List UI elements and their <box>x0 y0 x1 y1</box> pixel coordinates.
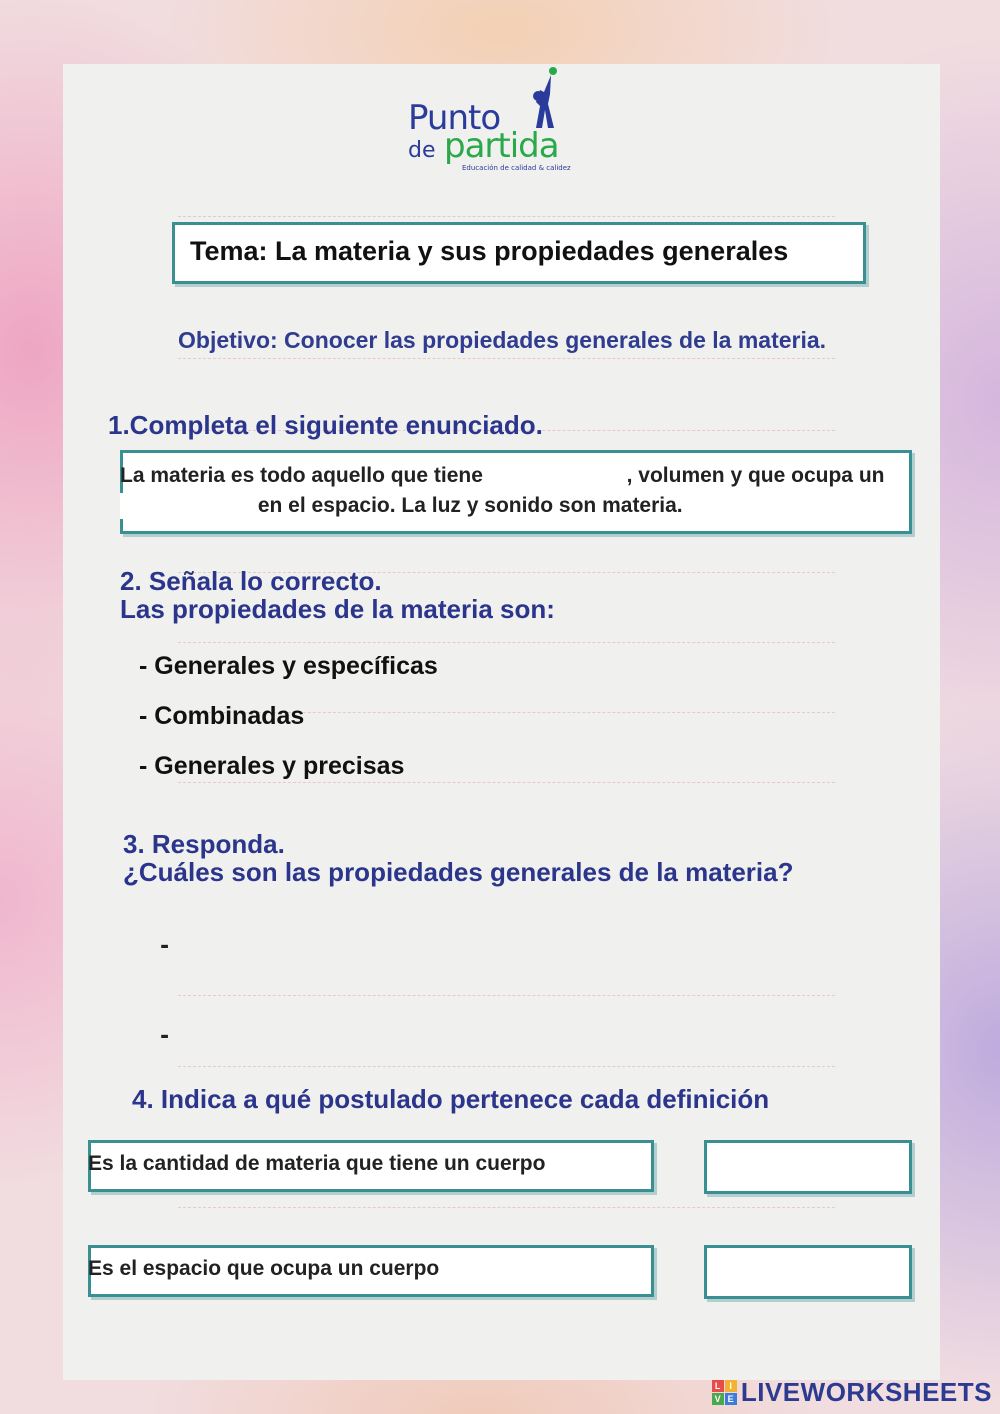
question-3-heading: 3. Responda. <box>123 829 285 859</box>
postulate-answer-input-2[interactable] <box>704 1245 912 1299</box>
badge-letter: I <box>725 1380 737 1392</box>
liveworksheets-logo-icon <box>712 1380 737 1405</box>
question-3-subheading: ¿Cuáles son las propiedades generales de la materia? <box>123 857 794 887</box>
brand-text: LIVEWORKSHEETS <box>740 1377 992 1407</box>
answer-input-1[interactable] <box>180 928 824 966</box>
badge-letter: E <box>725 1393 737 1405</box>
logo <box>408 66 608 176</box>
logo-tagline: Educación de calidad & calidez <box>462 164 571 172</box>
objective-text: Objetivo: Conocer las propiedades generales de la materia. <box>178 327 827 353</box>
question-4-heading: 4. Indica a qué postulado pertenece cada definición <box>132 1084 770 1114</box>
answer-input-2[interactable] <box>180 1018 824 1056</box>
statement-part-3: en el espacio. La luz y sonido son materia. <box>257 494 683 517</box>
statement-part-2: , volumen y que ocupa un <box>626 464 885 487</box>
question-2-heading: 2. Señala lo correcto. <box>120 566 382 596</box>
logo-text-de: de <box>408 138 436 163</box>
definition-text: Es la cantidad de materia que tiene un cuerpo <box>88 1152 546 1175</box>
logo-text-partida: partida <box>444 126 559 166</box>
guide-line <box>178 782 835 783</box>
definition-text: Es el espacio que ocupa un cuerpo <box>88 1257 440 1280</box>
answer-bullet: - <box>160 1024 170 1049</box>
guide-line <box>178 216 835 217</box>
page-title: Tema: La materia y sus propiedades generales <box>190 236 789 266</box>
badge-letter: L <box>712 1380 724 1392</box>
guide-line <box>178 1066 835 1067</box>
guide-line <box>178 1207 835 1208</box>
postulate-answer-input-1[interactable] <box>704 1140 912 1194</box>
option-generales-precisas[interactable]: - Generales y precisas <box>139 752 405 780</box>
badge-letter: V <box>712 1393 724 1405</box>
option-combinadas[interactable]: - Combinadas <box>139 702 305 730</box>
statement-part-1: La materia es todo aquello que tiene <box>120 464 483 487</box>
blank-input-1[interactable] <box>489 463 621 489</box>
question-1-heading: 1.Completa el siguiente enunciado. <box>108 410 543 440</box>
question-1-statement <box>120 461 900 521</box>
blank-input-2[interactable] <box>120 493 252 519</box>
liveworksheets-brand[interactable] <box>712 1377 992 1408</box>
guide-line <box>178 642 835 643</box>
guide-line <box>178 995 835 996</box>
question-2-subheading: Las propiedades de la materia son: <box>120 594 555 624</box>
answer-bullet: - <box>160 934 170 959</box>
option-generales-especificas[interactable]: - Generales y específicas <box>139 652 438 680</box>
logo-text-punto: Punto <box>408 98 501 138</box>
